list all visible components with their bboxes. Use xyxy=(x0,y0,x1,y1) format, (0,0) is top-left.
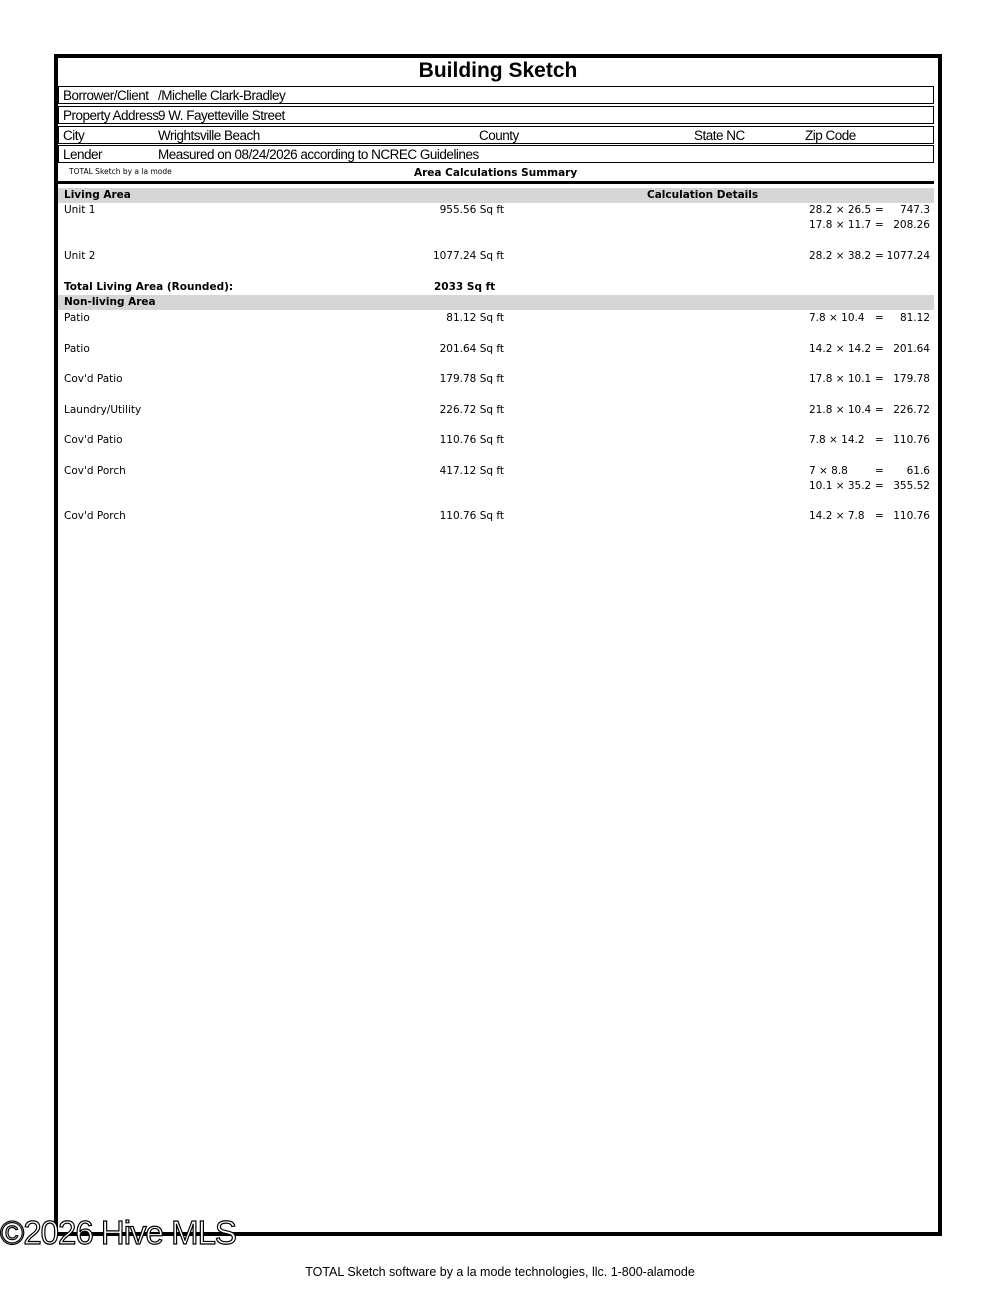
lender-label: Lender xyxy=(63,147,103,162)
nonliving-calc-eq: = xyxy=(875,464,884,477)
nonliving-calc-expr: 21.8 × 10.4 xyxy=(809,403,872,416)
living-area-band xyxy=(58,188,934,203)
nonliving-calc-expr: 7.8 × 10.4 xyxy=(809,312,865,324)
borrower-row xyxy=(58,86,934,104)
living-area-heading: Living Area xyxy=(64,189,131,201)
nonliving-calc-eq: = xyxy=(875,373,884,385)
nonliving-area-band xyxy=(58,295,934,310)
nonliving-calc-expr: 17.8 × 10.1 xyxy=(809,373,872,385)
nonliving-calc-eq: = xyxy=(875,403,884,416)
total-living-value: 2033 Sq ft xyxy=(434,281,496,293)
nonliving-calc-result: 81.12 xyxy=(899,312,930,324)
city-value: Wrightsville Beach xyxy=(158,128,260,143)
county-label: County xyxy=(479,128,519,143)
nonliving-row-area: 201.64 Sq ft xyxy=(439,342,504,355)
zip-label: Zip Code xyxy=(805,128,856,143)
nonliving-calc-eq: = xyxy=(875,312,884,324)
nonliving-row-area: 110.76 Sq ft xyxy=(439,510,504,522)
nonliving-row-name: Cov'd Porch xyxy=(64,510,126,522)
living-calc-eq: = xyxy=(875,204,884,216)
nonliving-calc-result: 226.72 xyxy=(893,403,930,416)
city-label: City xyxy=(63,128,85,143)
nonliving-calc-expr: 10.1 × 35.2 xyxy=(809,479,872,492)
borrower-label: Borrower/Client xyxy=(63,88,149,103)
nonliving-row-name: Patio xyxy=(64,342,90,355)
living-calc-result: 208.26 xyxy=(893,219,930,231)
nonliving-calc-expr: 14.2 × 7.8 xyxy=(809,510,865,522)
total-living-label: Total Living Area (Rounded): xyxy=(64,281,234,293)
nonliving-calc-result: 179.78 xyxy=(893,373,930,385)
nonliving-calc-expr: 14.2 × 14.2 xyxy=(809,342,872,355)
address-row xyxy=(58,106,934,124)
state-label: State NC xyxy=(694,128,745,143)
brand-small: TOTAL Sketch by a la mode xyxy=(69,167,172,176)
address-label: Property Address xyxy=(63,108,159,123)
living-row-name: Unit 1 xyxy=(64,204,96,216)
nonliving-calc-eq: = xyxy=(875,510,884,522)
nonliving-calc-expr: 7 × 8.8 xyxy=(809,464,848,477)
divider xyxy=(58,181,934,184)
nonliving-row-area: 417.12 Sq ft xyxy=(439,464,504,477)
living-calc-eq: = xyxy=(875,219,884,231)
living-calc-expr: 28.2 × 38.2 xyxy=(809,250,872,262)
summary-title: Area Calculations Summary xyxy=(414,167,578,179)
nonliving-calc-result: 201.64 xyxy=(893,342,930,355)
calc-details-heading: Calculation Details xyxy=(647,189,759,201)
living-calc-result: 747.3 xyxy=(899,204,930,216)
living-calc-result: 1077.24 xyxy=(886,250,930,262)
address-value: 9 W. Fayetteville Street xyxy=(158,108,285,123)
living-calc-expr: 17.8 × 11.7 xyxy=(809,219,872,231)
nonliving-row-area: 179.78 Sq ft xyxy=(439,373,504,385)
footer-text: TOTAL Sketch software by a la mode technologies, llc. 1-800-alamode xyxy=(305,1265,695,1279)
nonliving-row-name: Laundry/Utility xyxy=(64,403,142,416)
borrower-value: /Michelle Clark-Bradley xyxy=(158,88,286,103)
nonliving-calc-result: 110.76 xyxy=(893,434,930,446)
nonliving-row-name: Cov'd Patio xyxy=(64,434,123,446)
nonliving-row-area: 81.12 Sq ft xyxy=(446,312,504,324)
living-calc-eq: = xyxy=(875,250,884,262)
living-row-area: 1077.24 Sq ft xyxy=(432,250,504,262)
living-row-name: Unit 2 xyxy=(64,250,96,262)
nonliving-calc-eq: = xyxy=(875,479,884,492)
nonliving-calc-result: 110.76 xyxy=(893,510,930,522)
nonliving-calc-result: 61.6 xyxy=(906,464,930,477)
nonliving-row-name: Cov'd Porch xyxy=(64,464,126,477)
nonliving-calc-eq: = xyxy=(875,342,884,355)
nonliving-calc-eq: = xyxy=(875,434,884,446)
nonliving-row-name: Patio xyxy=(64,312,90,324)
nonliving-row-area: 110.76 Sq ft xyxy=(439,434,504,446)
lender-row xyxy=(58,145,934,163)
living-row-area: 955.56 Sq ft xyxy=(439,204,504,216)
nonliving-area-heading: Non-living Area xyxy=(64,296,156,308)
nonliving-row-name: Cov'd Patio xyxy=(64,373,123,385)
nonliving-calc-expr: 7.8 × 14.2 xyxy=(809,434,865,446)
page-title: Building Sketch xyxy=(418,59,578,82)
lender-value: Measured on 08/24/2026 according to NCREC Guidelines xyxy=(158,147,479,162)
nonliving-calc-result: 355.52 xyxy=(893,479,930,492)
nonliving-row-area: 226.72 Sq ft xyxy=(439,403,504,416)
watermark: ©2026 Hive MLS xyxy=(0,1214,236,1251)
city-row xyxy=(58,126,934,144)
living-calc-expr: 28.2 × 26.5 xyxy=(809,204,872,216)
